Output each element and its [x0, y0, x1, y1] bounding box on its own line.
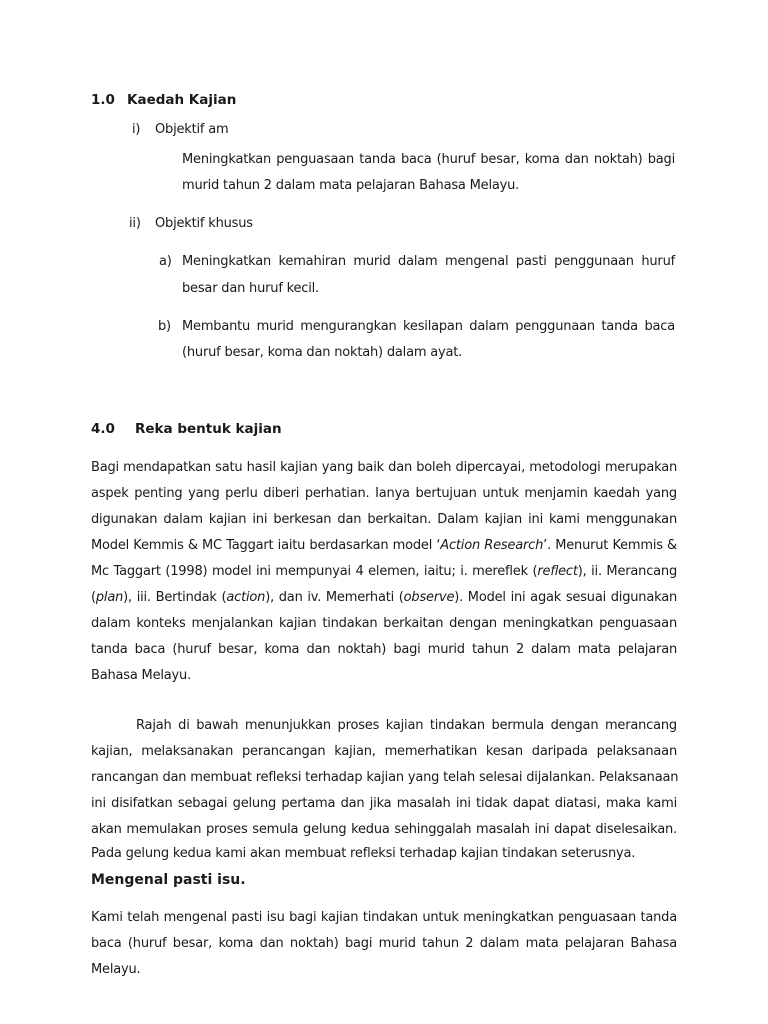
paragraph-1-line-7: dalam konteks menjalankan kajian tindakan berkaitan dengan meningkatkan penguasaan — [91, 616, 677, 631]
section-4-title: Reka bentuk kajian — [135, 421, 282, 437]
paragraph-2-line-6: Pada gelung kedua kami akan membuat refleksi terhadap kajian tindakan seterusnya. — [91, 846, 636, 861]
objective-specific-label: Objektif khusus — [155, 216, 253, 231]
paragraph-1-line-6: (plan), iii. Bertindak (action), dan iv. Memerhati (observe). Model ini agak sesuai digunakan — [91, 590, 678, 605]
objective-item-a-line-2: besar dan huruf kecil. — [182, 281, 319, 296]
paragraph-2-line-5: akan memulakan proses semula gelung kedua sehinggalah masalah ini dapat diselesaikan. — [91, 822, 677, 837]
section-1-number: 1.0 — [91, 92, 115, 108]
paragraph-1-line-3: digunakan dalam kajian ini berkesan dan berkaitan. Dalam kajian ini kami menggunakan — [91, 512, 677, 527]
objective-item-a-line-1: Meningkatkan kemahiran murid dalam mengenal pasti penggunaan huruf — [182, 254, 675, 269]
objective-general-line-1: Meningkatkan penguasaan tanda baca (huruf besar, koma dan noktah) bagi — [182, 152, 675, 167]
paragraph-2-line-2: kajian, melaksanakan perancangan kajian, memerhatikan kesan daripada pelaksanaan — [91, 744, 677, 759]
section-4-number: 4.0 — [91, 421, 115, 437]
paragraph-2-line-4: ini disifatkan sebagai gelung pertama dan jika masalah ini tidak dapat diatasi, maka kami — [91, 796, 677, 811]
objective-item-a-marker: a) — [159, 254, 172, 269]
paragraph-1-line-4: Model Kemmis & MC Taggart iaitu berdasarkan model ‘Action Research’. Menurut Kemmis & — [91, 538, 677, 553]
subsection-title: Mengenal pasti isu. — [91, 872, 246, 888]
section-1-title: Kaedah Kajian — [127, 92, 237, 108]
objective-item-b-line-2: (huruf besar, koma dan noktah) dalam ayat. — [182, 345, 463, 360]
paragraph-1-line-2: aspek penting yang perlu diberi perhatian. Ianya bertujuan untuk menjamin kaedah yang — [91, 486, 677, 501]
subsection-line-1: Kami telah mengenal pasti isu bagi kajian tindakan untuk meningkatkan penguasaan tanda — [91, 910, 677, 925]
paragraph-1-line-8: tanda baca (huruf besar, koma dan noktah) bagi murid tahun 2 dalam mata pelajaran — [91, 642, 677, 657]
paragraph-1-line-5: Mc Taggart (1998) model ini mempunyai 4 elemen, iaitu; i. mereflek (reflect), ii. Merancang — [91, 564, 678, 579]
objective-general-label: Objektif am — [155, 122, 229, 137]
objective-general-line-2: murid tahun 2 dalam mata pelajaran Bahasa Melayu. — [182, 178, 520, 193]
objective-item-b-marker: b) — [158, 319, 171, 334]
paragraph-1-line-9: Bahasa Melayu. — [91, 668, 192, 683]
paragraph-2-line-1: Rajah di bawah menunjukkan proses kajian tindakan bermula dengan merancang — [136, 718, 677, 733]
paragraph-2-line-3: rancangan dan membuat refleksi terhadap kajian yang telah selesai dijalankan. Pelaksanaan — [91, 770, 679, 785]
objective-specific-marker: ii) — [129, 216, 141, 231]
subsection-line-2: baca (huruf besar, koma dan noktah) bagi murid tahun 2 dalam mata pelajaran Bahasa — [91, 936, 677, 951]
paragraph-1-line-1: Bagi mendapatkan satu hasil kajian yang baik dan boleh dipercayai, metodologi merupakan — [91, 460, 677, 475]
objective-item-b-line-1: Membantu murid mengurangkan kesilapan dalam penggunaan tanda baca — [182, 319, 675, 334]
subsection-line-3: Melayu. — [91, 962, 141, 977]
objective-general-marker: i) — [132, 122, 141, 137]
